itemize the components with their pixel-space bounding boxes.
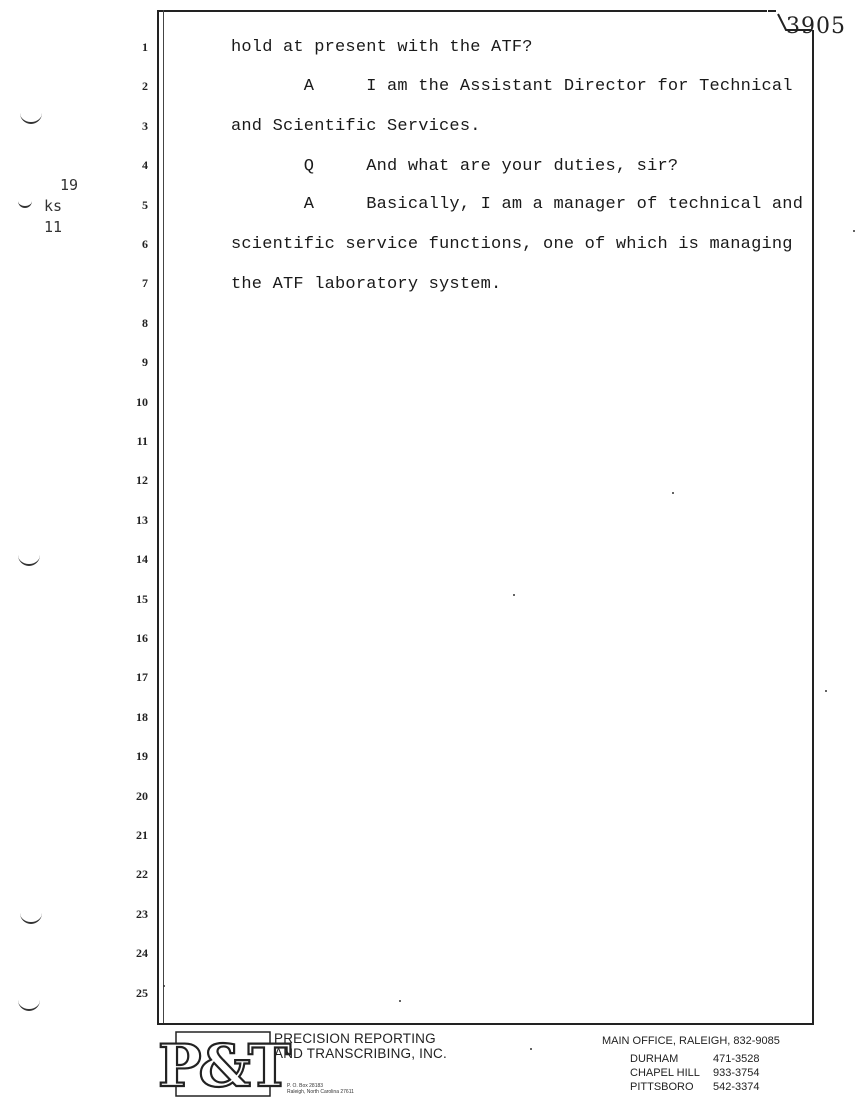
margin-note: 11 xyxy=(44,218,63,236)
punch-mark xyxy=(20,908,42,924)
line-number: 17 xyxy=(136,670,148,685)
line-number: 21 xyxy=(136,828,148,842)
company-address xyxy=(287,1083,354,1095)
speck xyxy=(513,594,515,596)
frame-left-border xyxy=(157,10,159,1024)
logo-text: P&T xyxy=(157,1032,289,1100)
line-number: 7 xyxy=(142,276,148,291)
line-number: 24 xyxy=(136,946,148,961)
speck xyxy=(672,492,674,494)
line-number: 14 xyxy=(136,552,148,567)
line-number: 4 xyxy=(142,158,148,173)
transcript-line: and Scientific Services. xyxy=(231,117,481,136)
main-office: MAIN OFFICE, RALEIGH, 832-9085 xyxy=(602,1035,780,1047)
frame-left-inner-border xyxy=(163,10,164,1024)
company-name-line2: AND TRANSCRIBING, INC. xyxy=(274,1046,447,1061)
frame-top-border xyxy=(157,10,767,12)
page-number: 3905 xyxy=(786,14,846,39)
margin-note: ks xyxy=(44,197,63,215)
punch-mark xyxy=(18,192,32,208)
line-number: 15 xyxy=(136,591,148,606)
line-number: 23 xyxy=(136,906,148,921)
address-line1: P. O. Box 28183 xyxy=(287,1083,324,1089)
line-number: 22 xyxy=(136,867,148,882)
speck xyxy=(825,690,827,692)
company-name xyxy=(274,1031,447,1061)
transcript-line: hold at present with the ATF? xyxy=(231,38,533,57)
line-number: 10 xyxy=(136,394,148,409)
office-phone: 471-3528 xyxy=(713,1053,760,1065)
transcript-line: A I am the Assistant Director for Technical xyxy=(231,77,793,96)
speck xyxy=(399,1000,401,1002)
line-number: 6 xyxy=(142,237,148,251)
punch-mark xyxy=(20,108,42,124)
line-number: 9 xyxy=(142,355,148,370)
line-number: 19 xyxy=(136,749,148,764)
punch-mark xyxy=(18,995,40,1011)
line-number: 25 xyxy=(136,985,148,1000)
line-number: 11 xyxy=(136,434,148,448)
speck xyxy=(163,985,165,987)
line-number: 1 xyxy=(142,40,148,54)
line-number: 2 xyxy=(142,79,148,94)
transcript-line: the ATF laboratory system. xyxy=(231,275,502,294)
line-number: 13 xyxy=(136,512,148,527)
line-number: 12 xyxy=(136,473,148,488)
frame-right-border xyxy=(812,30,814,1024)
office-city: PITTSBORO xyxy=(630,1081,694,1093)
transcript-line: Q And what are your duties, sir? xyxy=(231,157,679,176)
office-phone: 933-3754 xyxy=(713,1067,760,1079)
margin-note: 19 xyxy=(60,176,79,194)
address-line2: Raleigh, North Carolina 27611 xyxy=(287,1089,354,1095)
office-city: DURHAM xyxy=(630,1053,679,1065)
office-phone: 542-3374 xyxy=(713,1081,760,1093)
line-number: 18 xyxy=(136,709,148,724)
line-number: 8 xyxy=(142,315,148,330)
transcript-line: A Basically, I am a manager of technical and xyxy=(231,195,804,214)
line-number: 20 xyxy=(136,788,148,803)
company-logo xyxy=(157,1030,289,1100)
transcript-line: scientific service functions, one of which is managing xyxy=(231,235,793,254)
office-city: CHAPEL HILL xyxy=(630,1067,700,1079)
speck xyxy=(530,1048,532,1050)
speck xyxy=(853,230,855,232)
line-number: 3 xyxy=(142,118,148,133)
punch-mark xyxy=(18,550,40,566)
line-number: 16 xyxy=(136,631,148,645)
frame-bottom-border xyxy=(157,1023,814,1025)
line-number: 5 xyxy=(142,197,148,212)
company-name-line1: PRECISION REPORTING xyxy=(274,1031,436,1046)
